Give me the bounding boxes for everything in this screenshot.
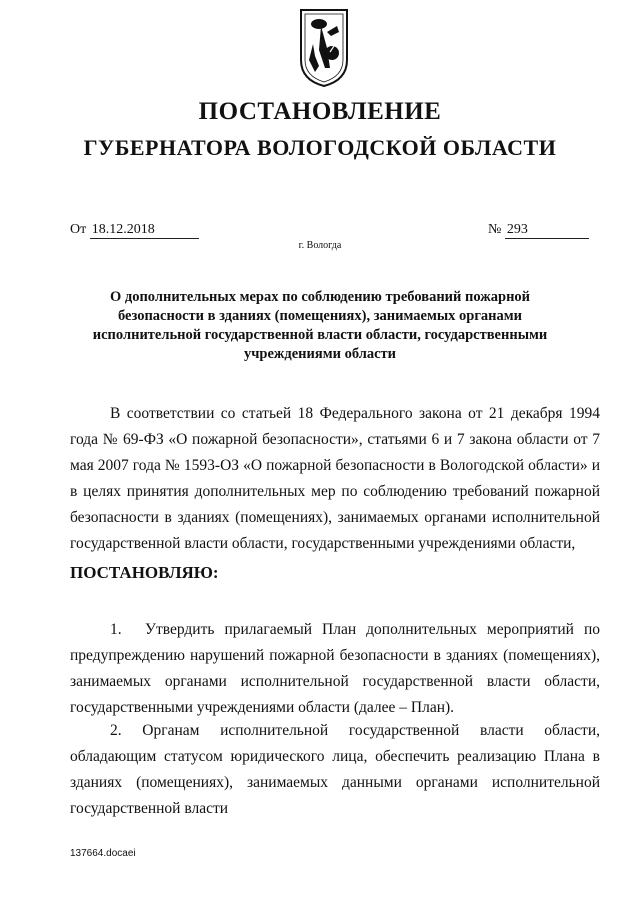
decree-heading: ПОСТАНОВЛЯЮ: xyxy=(70,563,219,582)
number-line xyxy=(488,222,589,239)
document-code: 137664.docaei xyxy=(70,848,136,859)
vologda-coat-of-arms-icon xyxy=(297,8,351,88)
item-1-text: Утвердить прилагаемый План дополнительных мероприятий по предупреждению нарушений пожарной безопасности в зданиях (помещениях), занимаемых органами исполнительной государственной власти области, государственными учреждениями области (далее – План). xyxy=(70,621,600,716)
date-line xyxy=(70,222,199,239)
coat-of-arms-emblem xyxy=(297,8,351,88)
document-number: 293 xyxy=(505,222,589,239)
document-title: ПОСТАНОВЛЕНИЕ xyxy=(198,98,442,125)
item-1-paragraph xyxy=(70,617,600,721)
item-1-number: 1. xyxy=(110,621,122,638)
item-2-paragraph: 2. Органам исполнительной государственной власти области, обладающим статусом юридического лица, обеспечить реализацию Плана в зданиях (помещениях), занимаемых данными органами исполнительной государственной власти xyxy=(70,722,600,817)
preamble-paragraph: В соответствии со статьей 18 Федерального закона от 21 декабря 1994 года № 69-ФЗ «О пожарной безопасности», статьями 6 и 7 закона области от 7 мая 2007 года № 1593-ОЗ «О пожарной безопасности в Вологодской области» и в целях принятия дополнительных мер по соблюдению требований пожарной безопасности в зданиях (помещениях), занимаемых органами исполнительной государственной власти области, государственными учреждениями области, xyxy=(70,405,600,552)
document-subtitle: ГУБЕРНАТОРА ВОЛОГОДСКОЙ ОБЛАСТИ xyxy=(83,135,557,160)
number-prefix: № xyxy=(488,222,502,237)
date-prefix: От xyxy=(70,222,87,237)
document-subject: О дополнительных мерах по соблюдению требований пожарной безопасности в зданиях (помещениях), занимаемых органами исполнительной государственной власти области, государственными учреждениями области xyxy=(92,289,548,362)
document-date: 18.12.2018 xyxy=(90,222,199,239)
city-label: г. Вологда xyxy=(298,240,342,251)
